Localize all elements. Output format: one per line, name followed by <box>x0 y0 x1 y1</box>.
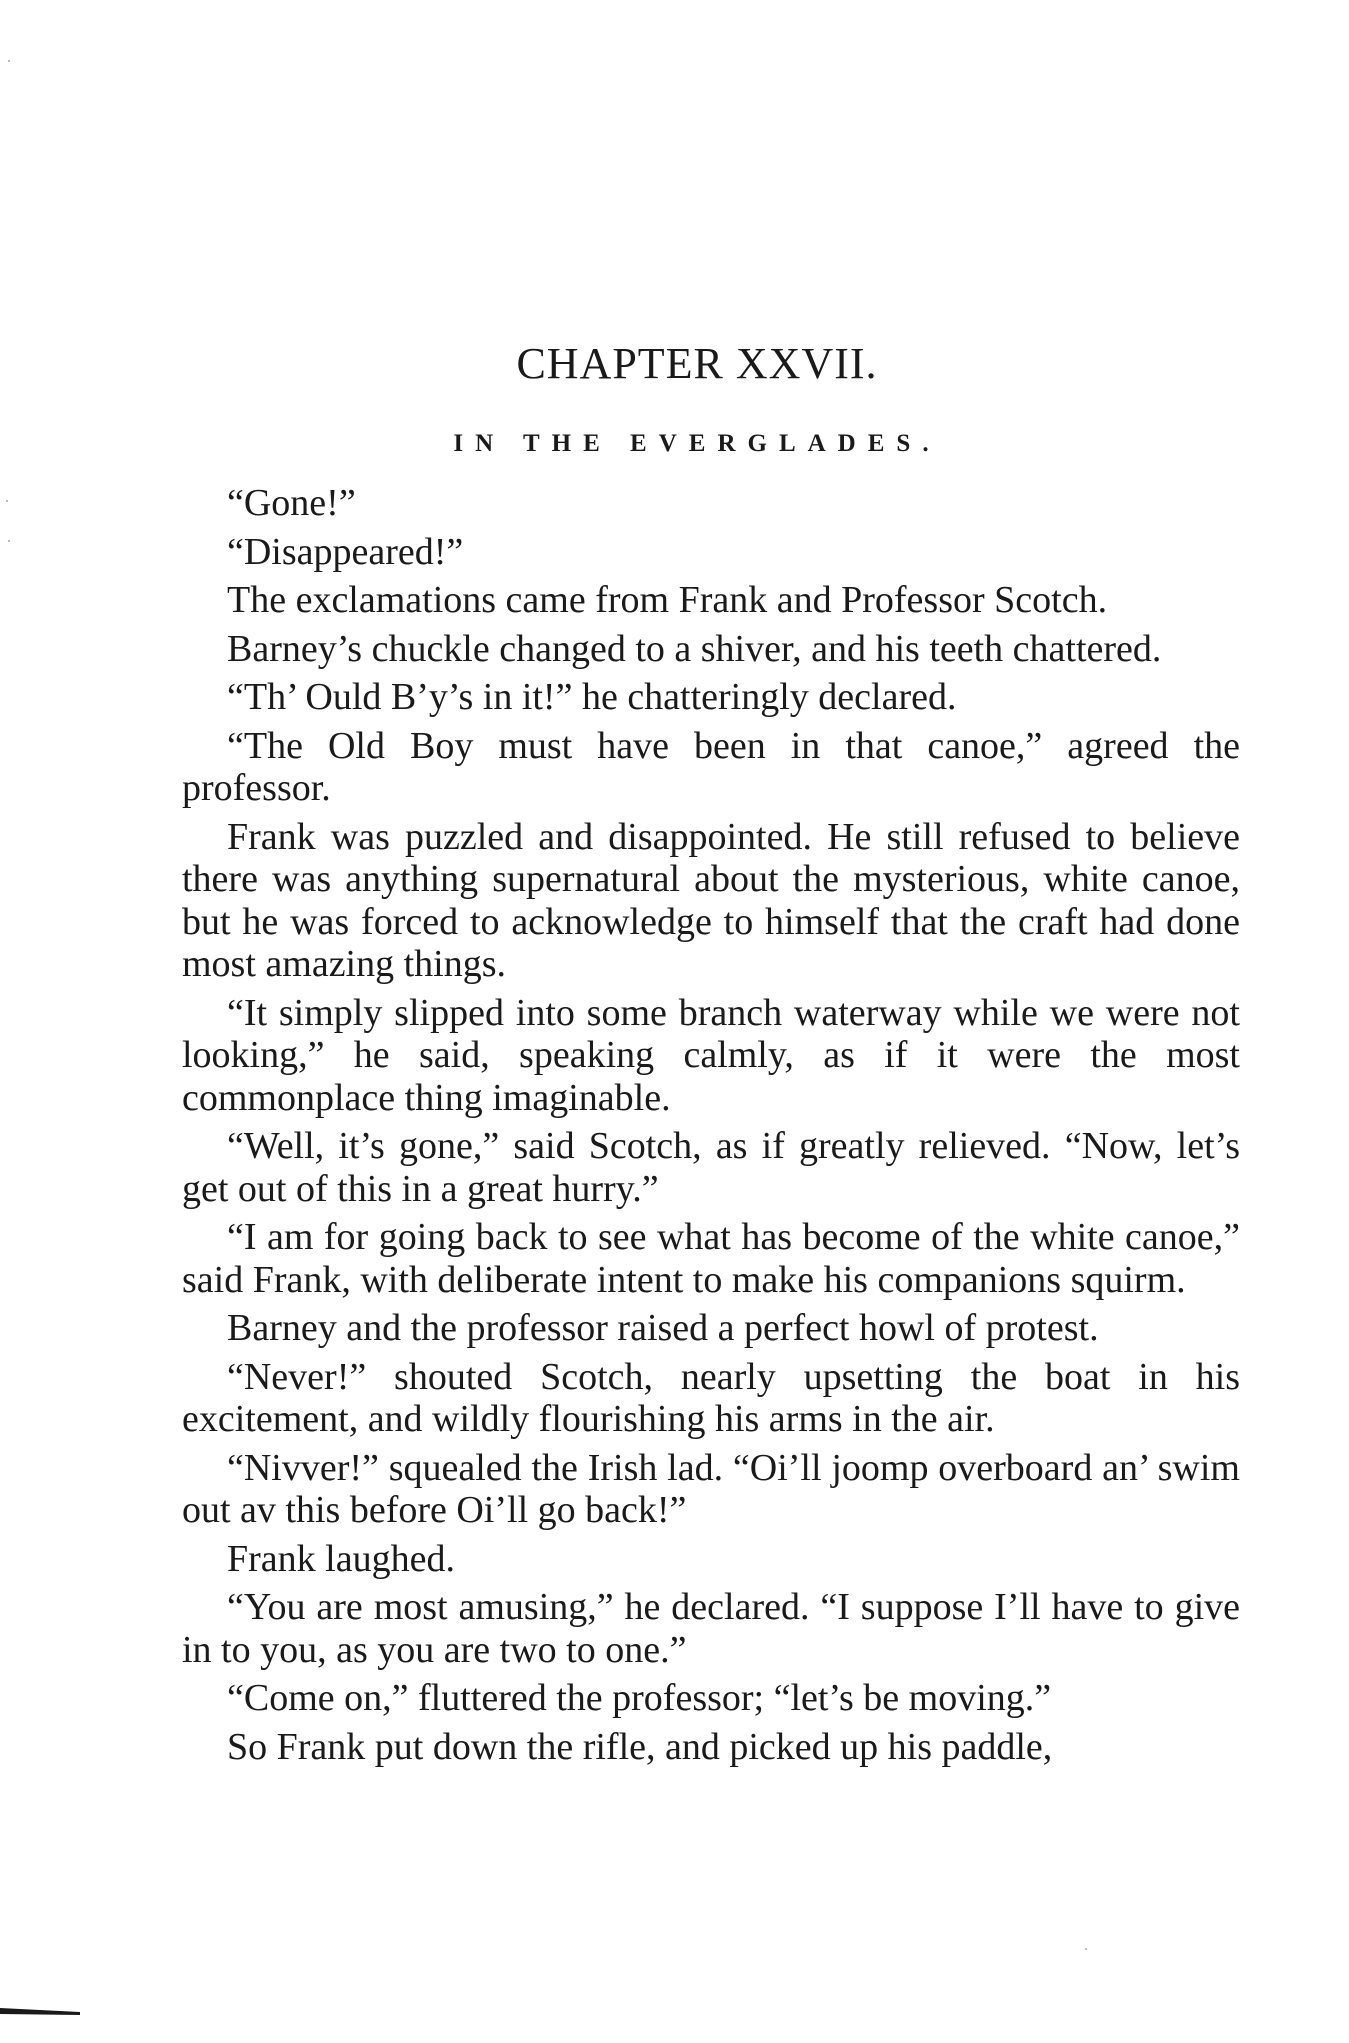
paragraph: “Th’ Ould B’y’s in it!” he chatteringly declared. <box>227 676 957 718</box>
paragraph: “Gone!” <box>227 482 356 524</box>
paragraph: “I am for going back to see what has become of the white canoe,” said Frank, with deliberate intent to make his companions squirm. <box>182 1216 1240 1301</box>
page-edge-mark <box>0 2006 80 2016</box>
paragraph: “The Old Boy must have been in that canoe,” agreed the professor. <box>182 724 1240 809</box>
paragraph: The exclamations came from Frank and Professor Scotch. <box>227 579 1108 621</box>
paragraph: Frank laughed. <box>227 1537 455 1580</box>
chapter-subtitle: IN THE EVERGLADES. <box>453 430 941 457</box>
paragraph: Frank was puzzled and disappointed. He still refused to believe there was anything supernatural about the mysterious, white canoe, but he was forced to acknowledge to himself that the craft had done most amazing things. <box>182 815 1240 985</box>
paper-speck <box>8 540 10 542</box>
paper-speck <box>1085 1948 1087 1950</box>
paragraph: “Well, it’s gone,” said Scotch, as if greatly relieved. “Now, let’s get out of this in a great hurry.” <box>182 1125 1240 1210</box>
paragraph: “You are most amusing,” he declared. “I suppose I’ll have to give in to you, as you are two to one.” <box>182 1586 1240 1671</box>
paragraph: “It simply slipped into some branch waterway while we were not looking,” he said, speaking calmly, as if it were the most commonplace thing imaginable. <box>182 991 1240 1119</box>
paragraph: Barney’s chuckle changed to a shiver, and his teeth chattered. <box>227 627 1162 670</box>
paragraph: “Come on,” fluttered the professor; “let’s be moving.” <box>227 1677 1052 1719</box>
paragraph: Barney and the professor raised a perfect howl of protest. <box>227 1307 1099 1349</box>
paragraph: “Nivver!” squealed the Irish lad. “Oi’ll joomp overboard an’ swim out av this before Oi’ll go back!” <box>182 1446 1240 1531</box>
chapter-body <box>182 482 1240 1774</box>
paragraph: “Disappeared!” <box>227 530 464 573</box>
paper-speck <box>6 500 8 502</box>
paragraph: So Frank put down the rifle, and picked up his paddle, <box>227 1725 1053 1768</box>
paragraph: “Never!” shouted Scotch, nearly upsetting the boat in his excitement, and wildly flourishing his arms in the air. <box>182 1355 1240 1440</box>
chapter-title: CHAPTER XXVII. <box>516 339 878 388</box>
paper-speck <box>8 60 10 62</box>
